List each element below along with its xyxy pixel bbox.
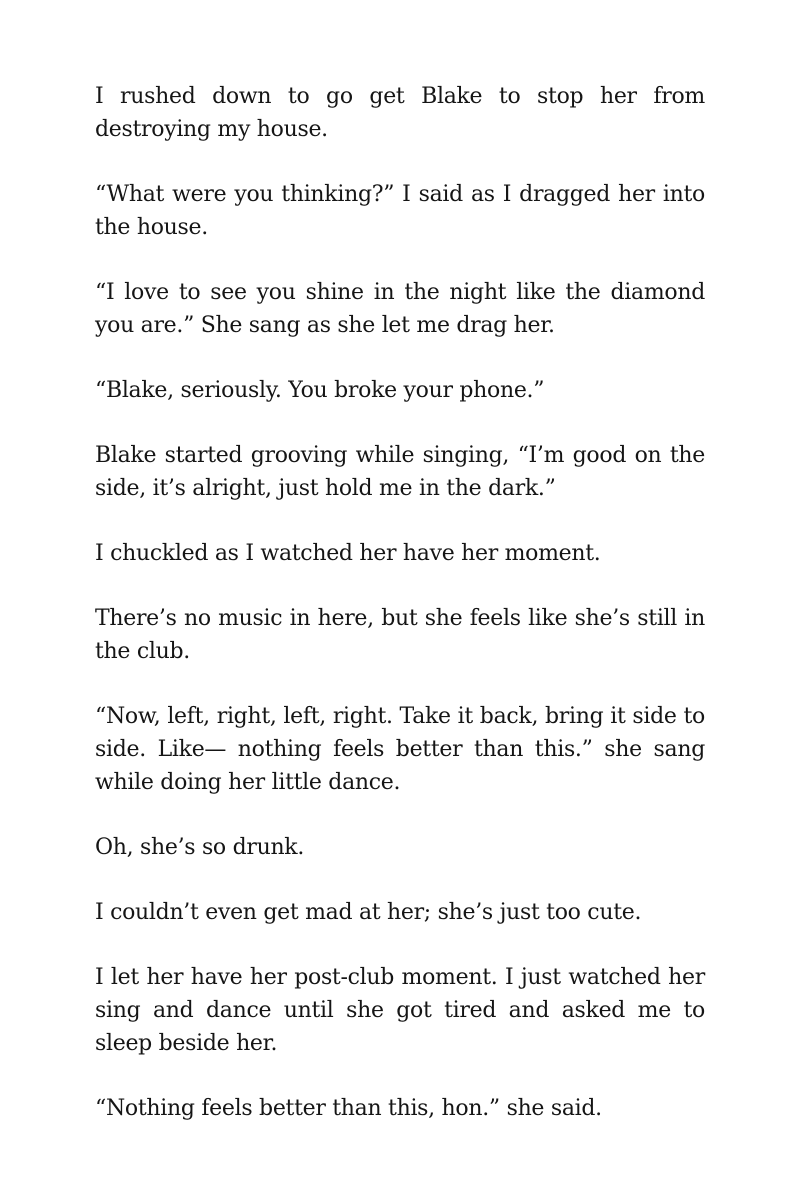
paragraph: “Now, left, right, left, right. Take it back, bring it side to side. Like— nothing feels better than this.” she sang while doing her little dance. — [95, 704, 705, 795]
paragraph: “Blake, seriously. You broke your phone.” — [95, 378, 545, 403]
paragraph: There’s no music in here, but she feels like she’s still in the club. — [95, 606, 705, 664]
paragraph: “What were you thinking?” I said as I dragged her into the house. — [95, 182, 705, 240]
paragraph: “I love to see you shine in the night like the diamond you are.” She sang as she let me drag her. — [95, 280, 705, 338]
paragraph: Blake started grooving while singing, “I’m good on the side, it’s alright, just hold me in the dark.” — [95, 443, 705, 501]
paragraph: I let her have her post-club moment. I just watched her sing and dance until she got tired and asked me to sleep beside her. — [95, 965, 705, 1056]
paragraph: I rushed down to go get Blake to stop her from destroying my house. — [95, 84, 705, 142]
paragraph: I chuckled as I watched her have her moment. — [95, 541, 601, 566]
paragraph: “Nothing feels better than this, hon.” she said. — [95, 1096, 602, 1121]
paragraph: I couldn’t even get mad at her; she’s just too cute. — [95, 900, 642, 925]
paragraph: Oh, she’s so drunk. — [95, 835, 305, 860]
